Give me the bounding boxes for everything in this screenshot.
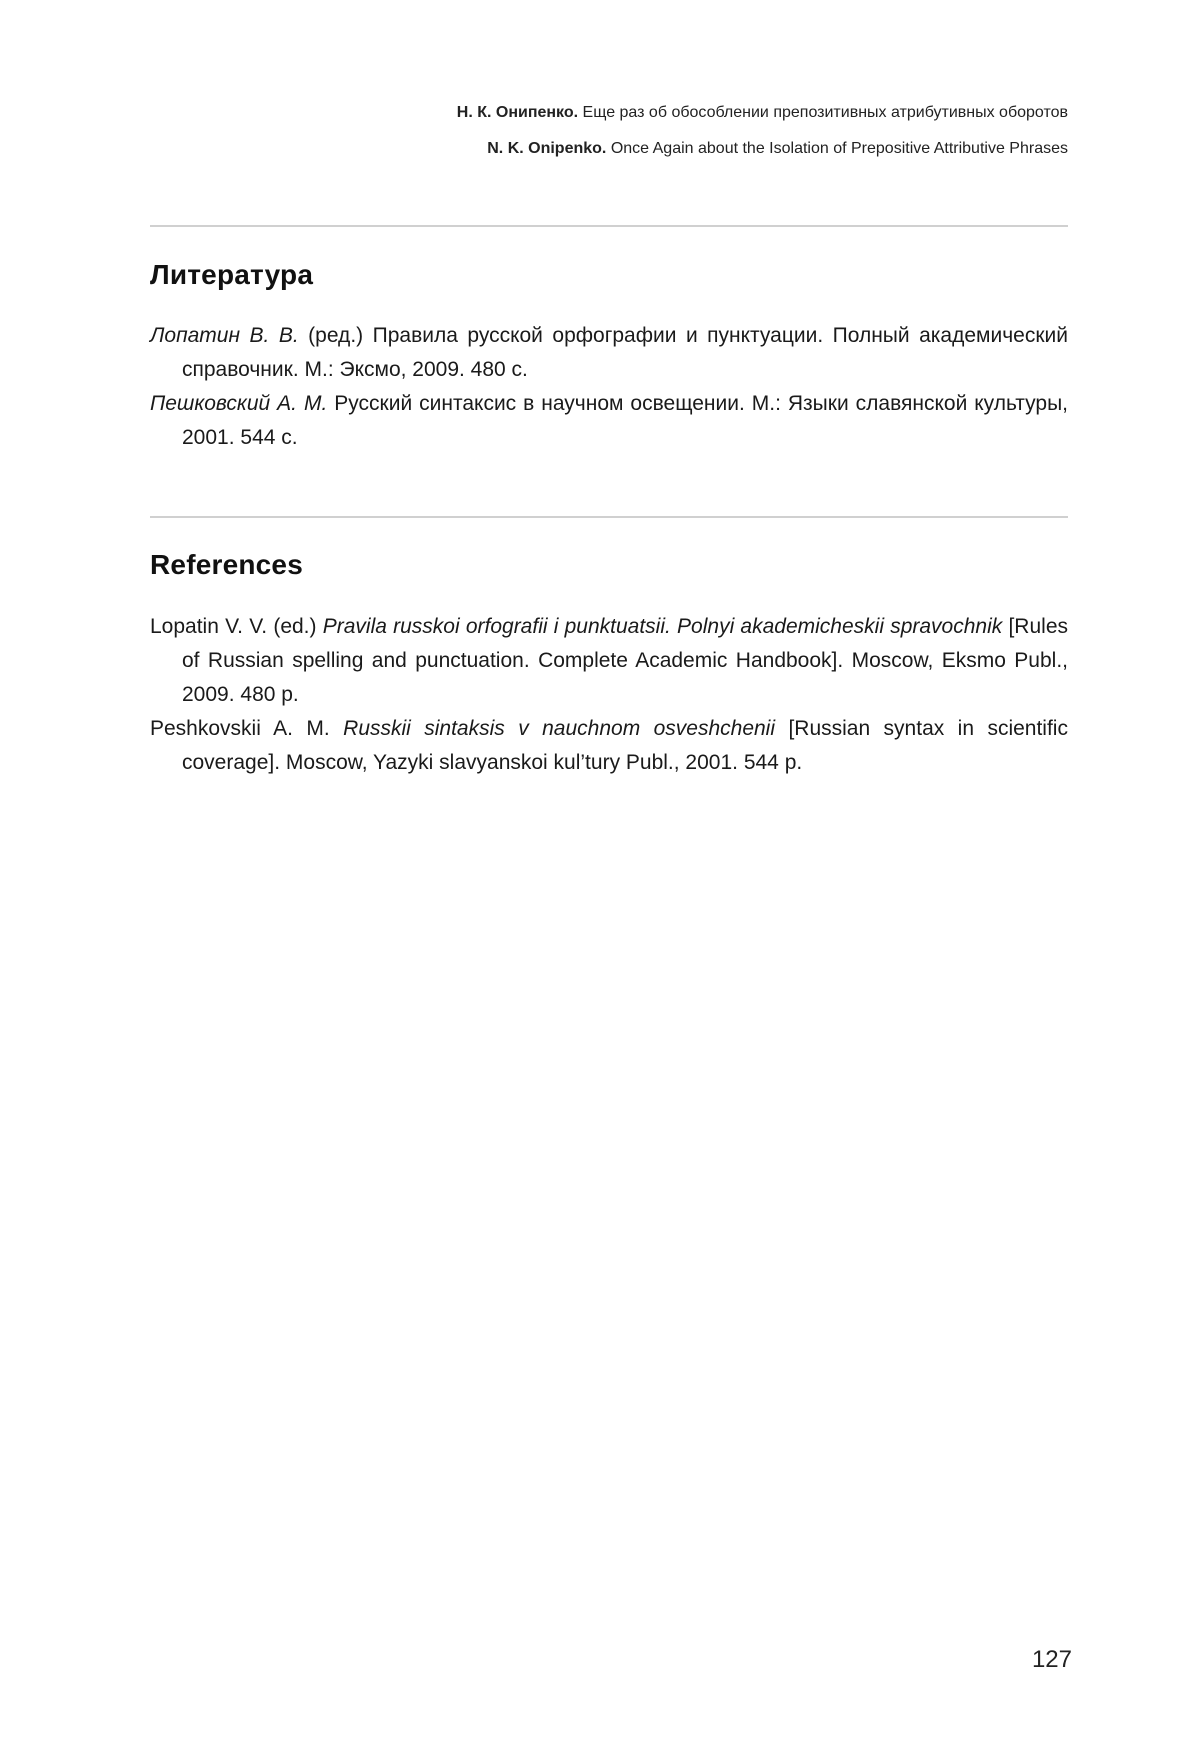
literature-heading: Литература	[150, 259, 314, 290]
page-number: 127	[1031, 1646, 1072, 1673]
references-list	[150, 610, 1068, 780]
reference-item	[150, 712, 1068, 780]
literature-item-author: Пешковский А. М.	[150, 392, 328, 415]
literature-list	[150, 319, 1068, 455]
reference-item-lead: Lopatin V. V. (ed.)	[150, 615, 317, 638]
running-head-title-en: Once Again about the Isolation of Prepositive Attributive Phrases	[610, 140, 1068, 157]
running-head-author-ru: Н. К. Онипенко.	[456, 104, 579, 121]
literature-item-author: Лопатин В. В.	[150, 324, 299, 347]
section-divider	[150, 516, 1068, 518]
reference-item-text: [Russian syntax in scientific coverage]. Moscow, Yazyki slavyanskoi kul’tury Publ., 2001. 544 p.	[182, 717, 1068, 774]
reference-item-title: Russkii sintaksis v nauchnom osveshchenii	[343, 717, 776, 740]
running-head-title-ru: Еще раз об обособлении препозитивных атрибутивных оборотов	[582, 104, 1068, 121]
reference-item-text: [Rules of Russian spelling and punctuation. Complete Academic Handbook]. Moscow, Eksmo Publ., 2009. 480 p.	[182, 615, 1068, 706]
literature-item-text: Русский синтаксис в научном освещении. М.: Языки славянской культуры, 2001. 544 с.	[182, 392, 1069, 449]
running-head-author-en: N. K. Onipenko.	[487, 140, 607, 157]
literature-item-text: (ред.) Правила русской орфографии и пунктуации. Полный академический справочник. М.: Эксмо, 2009. 480 с.	[182, 324, 1068, 381]
references-heading: References	[150, 549, 303, 580]
literature-item	[150, 319, 1068, 387]
running-head-en	[487, 140, 1068, 158]
running-head-ru	[457, 104, 1068, 122]
literature-item	[150, 387, 1068, 455]
reference-item-title: Pravila russkoi orfografii i punktuatsii. Polnyi akademicheskii spravochnik	[322, 615, 1003, 638]
section-divider	[150, 225, 1068, 227]
reference-item	[150, 610, 1068, 712]
reference-item-lead: Peshkovskii A. M.	[150, 717, 330, 740]
